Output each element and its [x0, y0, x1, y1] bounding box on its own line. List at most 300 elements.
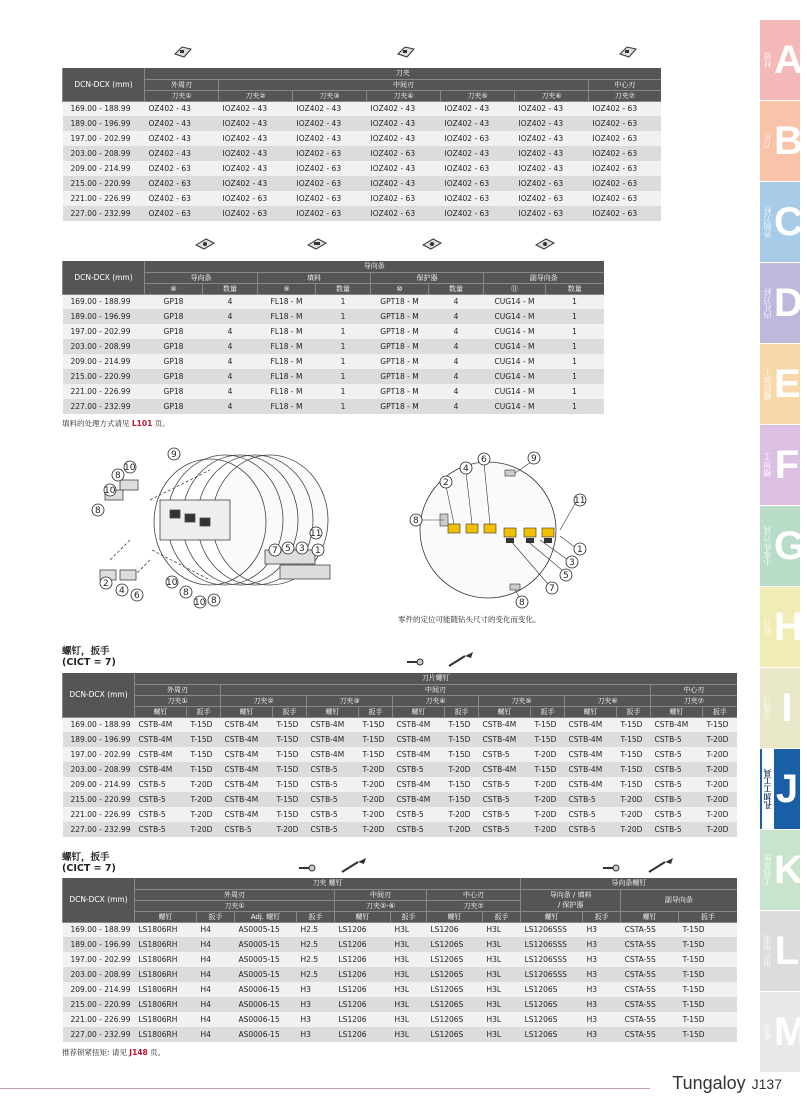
sub-header: ⑪	[484, 283, 546, 294]
tab-letter: I	[781, 686, 793, 730]
table-cell: T-15D	[617, 747, 651, 762]
tab-letter: J	[775, 767, 799, 811]
table-cell: IOZ402 - 43	[219, 161, 293, 176]
sub-header: 刀夹⑤	[479, 695, 565, 706]
svg-text:10: 10	[104, 486, 116, 496]
table-cell: GPT18 - M	[371, 354, 429, 369]
section-tab-f[interactable]	[760, 425, 800, 505]
table-cell: LS1206S	[521, 1012, 583, 1027]
diameter-range-cell: 169.00 - 188.99	[63, 717, 135, 732]
table-cell: CSTA-5S	[621, 922, 679, 937]
sub-header: 刀夹④	[393, 695, 479, 706]
section-title: 螺钉，扳手 (CICT = 7)	[62, 646, 116, 668]
table-cell: T-20D	[445, 822, 479, 837]
diameter-range-cell: 203.00 - 208.99	[63, 146, 145, 161]
table-cell: LS1206	[335, 982, 391, 997]
table-cell: CSTB-5	[307, 822, 359, 837]
table-cell: H2.5	[297, 952, 335, 967]
table-cell: AS0006-15	[235, 997, 297, 1012]
table-cell: T-15D	[617, 762, 651, 777]
table-cell: 1	[316, 384, 371, 399]
table-cell: CSTB-4M	[479, 762, 531, 777]
svg-text:9: 9	[531, 454, 537, 464]
insert-screw-table	[62, 673, 737, 837]
table-cell: CSTB-4M	[565, 762, 617, 777]
page-ref-link[interactable]: J148	[129, 1048, 148, 1057]
table-row	[63, 747, 737, 762]
table-cell: T-20D	[445, 762, 479, 777]
table-row	[63, 822, 737, 837]
table-cell: T-20D	[703, 807, 737, 822]
insert-icon-center	[617, 44, 639, 58]
table-cell: CSTA-5S	[621, 1027, 679, 1042]
table-cell: IOZ402 - 43	[293, 116, 367, 131]
table-cell: T-15D	[445, 792, 479, 807]
table-cell: CSTB-4M	[135, 732, 187, 747]
table-cell: T-15D	[703, 717, 737, 732]
table-cell: IOZ402 - 43	[441, 116, 515, 131]
table-cell: FL18 - M	[258, 399, 316, 414]
table-cell: CSTB-5	[651, 792, 703, 807]
table-cell: H3L	[483, 937, 521, 952]
table-cell: H2.5	[297, 922, 335, 937]
page-ref-link[interactable]: L101	[131, 419, 153, 428]
table-cell: LS1806RH	[135, 1012, 197, 1027]
table-row	[63, 922, 737, 937]
table-cell: LS1206	[335, 967, 391, 982]
table-cell: CSTB-5	[307, 807, 359, 822]
section-tab-h[interactable]	[760, 587, 803, 667]
sub-header: 刀夹③	[293, 90, 367, 101]
table-cell: CSTB-4M	[221, 762, 273, 777]
sub-header: 数量	[203, 283, 258, 294]
tab-label: 立铣刀	[763, 696, 772, 720]
table-cell: CUG14 - M	[484, 324, 546, 339]
sub-header: 数量	[316, 283, 371, 294]
diameter-range-cell: 197.00 - 202.99	[63, 747, 135, 762]
table-cell: CUG14 - M	[484, 339, 546, 354]
table-cell: T-20D	[531, 792, 565, 807]
table-row	[63, 176, 661, 191]
table-cell: LS1206SSS	[521, 952, 583, 967]
table-cell: LS1806RH	[135, 967, 197, 982]
table-cell: H4	[197, 997, 235, 1012]
table-cell: IOZ402 - 43	[219, 176, 293, 191]
table-cell: T-20D	[187, 822, 221, 837]
table-row	[63, 161, 661, 176]
table-cell: IOZ402 - 43	[367, 131, 441, 146]
table-cell: CSTB-4M	[221, 792, 273, 807]
table-cell: T-15D	[679, 1027, 737, 1042]
table-cell: FL18 - M	[258, 369, 316, 384]
tab-label: 工具系统	[763, 854, 772, 886]
table-cell: H4	[197, 922, 235, 937]
table-cell: H3L	[483, 997, 521, 1012]
table-cell: 4	[203, 399, 258, 414]
table-cell: 1	[316, 354, 371, 369]
tab-label: 螺纹加工	[763, 368, 772, 400]
group-header: 导向条	[145, 261, 604, 272]
table-cell: IOZ402 - 63	[367, 191, 441, 206]
table-row	[63, 294, 604, 309]
table-cell: CSTB-4M	[479, 717, 531, 732]
table-cell: FL18 - M	[258, 354, 316, 369]
svg-text:8: 8	[95, 506, 101, 516]
table-cell: H3L	[391, 937, 427, 952]
table-cell: H3L	[483, 952, 521, 967]
table-cell: LS1806RH	[135, 1027, 197, 1042]
table-row	[63, 339, 604, 354]
table-cell: CSTB-4M	[393, 792, 445, 807]
table-cell: T-15D	[679, 1012, 737, 1027]
table-cell: H4	[197, 952, 235, 967]
table-cell: GP18	[145, 339, 203, 354]
table-row	[63, 777, 737, 792]
svg-text:1: 1	[577, 545, 583, 555]
tab-letter: F	[774, 443, 800, 487]
svg-text:10: 10	[194, 598, 206, 608]
table-cell: LS1206	[427, 922, 483, 937]
outer-edge-header: 外周刃	[145, 79, 219, 90]
table-cell: 1	[546, 354, 604, 369]
sub-header: 刀夹③	[307, 695, 393, 706]
sub-guide-header: 副导向条	[621, 889, 737, 911]
diameter-range-cell: 215.00 - 220.99	[63, 997, 135, 1012]
table-cell: H4	[197, 1027, 235, 1042]
table-cell: LS1206	[335, 997, 391, 1012]
table-cell: H3L	[391, 997, 427, 1012]
table-cell: T-15D	[187, 717, 221, 732]
table-cell: T-20D	[617, 792, 651, 807]
diameter-range-cell: 221.00 - 226.99	[63, 1012, 135, 1027]
mid-edge-header: 中间刃	[335, 889, 427, 900]
outer-edge-header: 外周刃	[135, 889, 335, 900]
table-cell: GP18	[145, 294, 203, 309]
tab-label: 铣刀	[763, 619, 772, 635]
diameter-range-cell: 169.00 - 188.99	[63, 101, 145, 116]
table-cell: IOZ402 - 43	[367, 116, 441, 131]
table-row	[63, 131, 661, 146]
table-cell: H3	[583, 1027, 621, 1042]
section-tab-i[interactable]	[760, 668, 800, 748]
table-cell: 1	[316, 339, 371, 354]
screw-col-header: 螺钉	[565, 706, 617, 717]
col-header: 扳手	[583, 911, 621, 922]
sub-header: 数量	[429, 283, 484, 294]
section-tab-b[interactable]	[760, 101, 803, 181]
table-cell: AS0006-15	[235, 1012, 297, 1027]
table-cell: H3	[583, 982, 621, 997]
table-cell: T-15D	[445, 777, 479, 792]
table-cell: T-20D	[617, 822, 651, 837]
svg-text:8: 8	[183, 588, 189, 598]
wrench-col-header: 扳手	[531, 706, 565, 717]
table-cell: CSTB-5	[651, 777, 703, 792]
table-cell: H4	[197, 1012, 235, 1027]
table-cell: CSTB-4M	[479, 732, 531, 747]
table-cell: IOZ402 - 63	[589, 131, 661, 146]
wrench-col-header: 扳手	[359, 706, 393, 717]
col-header: 螺钉	[621, 911, 679, 922]
table-cell: CUG14 - M	[484, 309, 546, 324]
table-cell: T-15D	[679, 997, 737, 1012]
col-header: 螺钉	[521, 911, 583, 922]
table-cell: IOZ402 - 43	[515, 101, 589, 116]
diameter-range-cell: 197.00 - 202.99	[63, 131, 145, 146]
table-cell: T-15D	[187, 747, 221, 762]
table-cell: IOZ402 - 43	[515, 146, 589, 161]
table-cell: H3	[297, 997, 335, 1012]
table-cell: LS1206	[335, 1012, 391, 1027]
svg-text:5: 5	[285, 544, 291, 554]
table-cell: 4	[429, 339, 484, 354]
table-row	[63, 384, 604, 399]
col-header: 扳手	[679, 911, 737, 922]
table-cell: 1	[546, 339, 604, 354]
section-tab-c[interactable]	[760, 182, 803, 262]
dcx-header: DCN-DCX (mm)	[63, 878, 135, 922]
table-cell: IOZ402 - 63	[515, 206, 589, 221]
table-cell: GPT18 - M	[371, 399, 429, 414]
svg-text:6: 6	[481, 455, 487, 465]
section-tab-j[interactable]	[760, 749, 800, 829]
table-cell: LS1806RH	[135, 937, 197, 952]
section-tab-l[interactable]	[760, 911, 800, 991]
table-cell: CSTB-5	[135, 777, 187, 792]
table-cell: 4	[203, 369, 258, 384]
sub-header: 刀夹④	[367, 90, 441, 101]
table-cell: LS1206SSS	[521, 937, 583, 952]
table-cell: 4	[203, 324, 258, 339]
table-cell: OZ402 - 43	[145, 116, 219, 131]
svg-text:6: 6	[134, 591, 140, 601]
table-cell: CSTB-5	[393, 762, 445, 777]
col-header: 扳手	[483, 911, 521, 922]
table-cell: CSTB-4M	[221, 717, 273, 732]
table-cell: T-15D	[273, 792, 307, 807]
sub-header: ⑧	[145, 283, 203, 294]
table-cell: IOZ402 - 63	[441, 191, 515, 206]
table-cell: H3L	[391, 952, 427, 967]
center-edge-header: 中心刃	[651, 684, 737, 695]
table-cell: FL18 - M	[258, 339, 316, 354]
svg-text:9: 9	[171, 450, 177, 460]
table-cell: H4	[197, 967, 235, 982]
table-cell: AS0006-15	[235, 982, 297, 997]
table-cell: IOZ402 - 63	[293, 146, 367, 161]
section-title: 螺钉，扳手 (CICT = 7)	[62, 852, 116, 874]
table-cell: IOZ402 - 43	[441, 101, 515, 116]
table-cell: LS1206S	[521, 997, 583, 1012]
svg-text:5: 5	[563, 571, 569, 581]
table-cell: T-15D	[531, 732, 565, 747]
filler-note: 填料的处理方式请见 L101 页。	[62, 419, 170, 428]
table-cell: T-20D	[703, 762, 737, 777]
table-cell: T-20D	[703, 777, 737, 792]
diameter-range-cell: 227.00 - 232.99	[63, 822, 135, 837]
table-row	[63, 146, 661, 161]
table-cell: OZ402 - 43	[145, 101, 219, 116]
table-cell: IOZ402 - 63	[441, 161, 515, 176]
table-cell: CSTB-4M	[221, 777, 273, 792]
tab-label: 外圆刀杆	[763, 206, 772, 238]
table-cell: OZ402 - 63	[145, 206, 219, 221]
insert-icon-mid	[395, 44, 417, 58]
table-cell: T-20D	[359, 762, 393, 777]
group-header: 导向条螺钉	[521, 878, 737, 889]
wrench-icon	[445, 650, 475, 668]
table-cell: IOZ402 - 43	[515, 116, 589, 131]
table-cell: IOZ402 - 63	[367, 206, 441, 221]
diameter-range-cell: 209.00 - 214.99	[63, 982, 135, 997]
table-row	[63, 354, 604, 369]
table-cell: CUG14 - M	[484, 384, 546, 399]
table-row	[63, 952, 737, 967]
table-cell: CSTB-5	[651, 747, 703, 762]
table-cell: IOZ402 - 63	[441, 176, 515, 191]
tab-label: 槽加工	[763, 453, 772, 477]
table-cell: AS0005-15	[235, 952, 297, 967]
table-cell: CSTB-5	[479, 822, 531, 837]
table-cell: GPT18 - M	[371, 324, 429, 339]
table-cell: H3L	[483, 982, 521, 997]
group-header: 刀夹	[145, 68, 661, 79]
table-cell: AS0005-15	[235, 967, 297, 982]
table-cell: IOZ402 - 63	[293, 191, 367, 206]
table-cell: 1	[316, 294, 371, 309]
sub-header: 刀夹②	[219, 90, 293, 101]
screw-icon	[296, 860, 318, 874]
table-cell: T-20D	[359, 792, 393, 807]
diameter-range-cell: 215.00 - 220.99	[63, 369, 145, 384]
section-tab-m[interactable]	[760, 992, 807, 1072]
table-cell: T-15D	[445, 717, 479, 732]
table-cell: CSTB-5	[479, 747, 531, 762]
outer-edge-header: 外周刃	[135, 684, 221, 695]
table-cell: T-15D	[359, 732, 393, 747]
protector-icon	[421, 236, 443, 250]
col-header: 螺钉	[335, 911, 391, 922]
table-cell: GPT18 - M	[371, 294, 429, 309]
page-number: J137	[751, 1076, 782, 1092]
svg-text:8: 8	[413, 516, 419, 526]
table-cell: LS1206S	[521, 982, 583, 997]
table-cell: T-15D	[273, 807, 307, 822]
table-cell: 1	[316, 369, 371, 384]
table-cell: CSTB-5	[479, 777, 531, 792]
table-cell: CSTA-5S	[621, 952, 679, 967]
wrench-col-header: 扳手	[703, 706, 737, 717]
table-cell: CSTB-5	[479, 792, 531, 807]
table-row	[63, 982, 737, 997]
tab-letter: C	[774, 200, 803, 244]
table-cell: T-20D	[531, 747, 565, 762]
section-tab-d[interactable]	[760, 263, 803, 343]
table-cell: H3L	[391, 922, 427, 937]
dcx-header: DCN-DCX (mm)	[63, 68, 145, 101]
table-cell: H3L	[391, 1027, 427, 1042]
table-cell: LS1206S	[427, 967, 483, 982]
diameter-range-cell: 221.00 - 226.99	[63, 384, 145, 399]
section-tab-e[interactable]	[760, 344, 800, 424]
table-cell: LS1206S	[427, 997, 483, 1012]
table-cell: H3L	[391, 967, 427, 982]
diameter-range-cell: 189.00 - 196.99	[63, 309, 145, 324]
tab-letter: M	[774, 1010, 807, 1054]
table-cell: CSTB-4M	[221, 807, 273, 822]
sub-header: 刀夹⑥	[565, 695, 651, 706]
diameter-range-cell: 169.00 - 188.99	[63, 294, 145, 309]
sub-header: 刀夹①	[145, 90, 219, 101]
table-cell: LS1206	[335, 922, 391, 937]
table-cell: T-20D	[187, 777, 221, 792]
diameter-range-cell: 197.00 - 202.99	[63, 952, 135, 967]
table-cell: 1	[546, 294, 604, 309]
guide-header: 导向条 / 填料 / 保护器	[521, 889, 621, 911]
table-cell: 4	[429, 309, 484, 324]
section-tab-k[interactable]	[760, 830, 803, 910]
table-cell: H3	[297, 982, 335, 997]
table-cell: LS1206S	[521, 1027, 583, 1042]
footer-brand	[672, 1073, 782, 1094]
table-cell: T-20D	[273, 822, 307, 837]
table-cell: T-15D	[359, 747, 393, 762]
table-cell: CSTB-4M	[307, 717, 359, 732]
table-cell: CSTB-5	[565, 822, 617, 837]
table-cell: OZ402 - 63	[145, 161, 219, 176]
table-row	[63, 807, 737, 822]
table-cell: T-20D	[703, 732, 737, 747]
table-cell: IOZ402 - 43	[367, 176, 441, 191]
table-cell: CUG14 - M	[484, 294, 546, 309]
svg-text:7: 7	[549, 584, 555, 594]
table-row	[63, 732, 737, 747]
table-cell: T-20D	[187, 792, 221, 807]
table-cell: OZ402 - 63	[145, 176, 219, 191]
table-cell: T-15D	[617, 717, 651, 732]
table-cell: IOZ402 - 43	[441, 146, 515, 161]
table-cell: GPT18 - M	[371, 369, 429, 384]
sub-header: 刀夹①	[135, 900, 335, 911]
sub-guide-icon	[534, 236, 556, 250]
table-cell: CSTA-5S	[621, 997, 679, 1012]
dcx-header: DCN-DCX (mm)	[63, 261, 145, 294]
col-header: 螺钉	[427, 911, 483, 922]
table-cell: 1	[546, 384, 604, 399]
table-cell: T-15D	[531, 717, 565, 732]
table-cell: CSTB-4M	[135, 747, 187, 762]
table-cell: CSTB-4M	[393, 732, 445, 747]
screw-col-header: 螺钉	[307, 706, 359, 717]
screw-col-header: 螺钉	[651, 706, 703, 717]
section-tab-g[interactable]	[760, 506, 806, 586]
table-cell: CSTB-4M	[307, 747, 359, 762]
section-tab-a[interactable]	[760, 20, 803, 100]
tab-label: 用户指南	[763, 935, 772, 967]
table-cell: IOZ402 - 43	[219, 131, 293, 146]
table-cell: CSTB-4M	[135, 717, 187, 732]
table-cell: 1	[316, 399, 371, 414]
table-cell: CSTB-4M	[565, 732, 617, 747]
table-cell: T-20D	[617, 807, 651, 822]
table-cell: T-20D	[445, 807, 479, 822]
table-row	[63, 324, 604, 339]
table-cell: T-20D	[359, 777, 393, 792]
svg-text:4: 4	[463, 464, 469, 474]
wrench-icon	[338, 856, 368, 874]
svg-text:10: 10	[166, 578, 178, 588]
center-edge-header: 中心刃	[427, 889, 521, 900]
